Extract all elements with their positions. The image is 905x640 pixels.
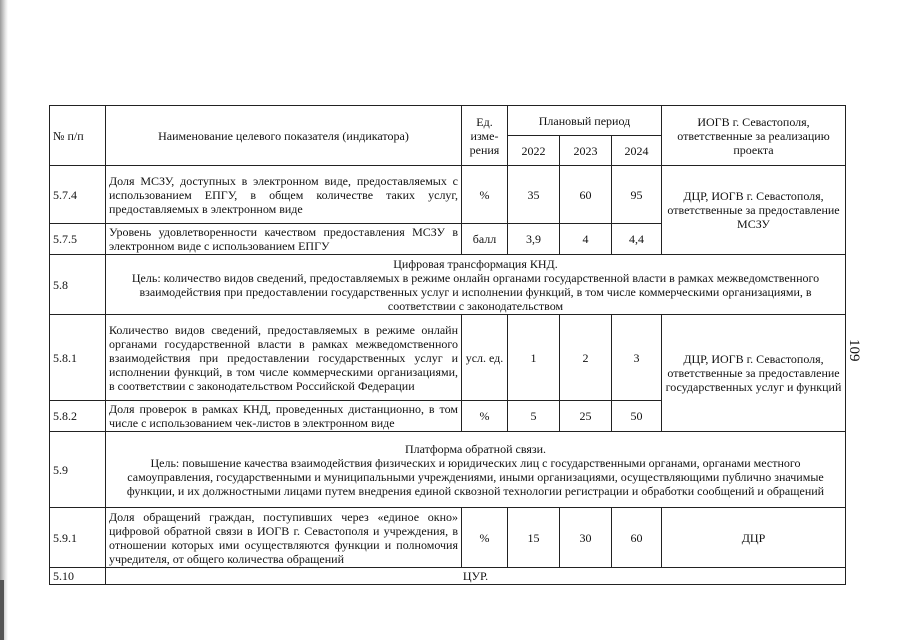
value-2023: 25 <box>560 401 612 432</box>
indicators-table <box>49 105 846 585</box>
section-title: Платформа обратной связи. <box>404 441 547 456</box>
value-2023: 30 <box>560 508 612 568</box>
header-year-2022: 2022 <box>508 136 560 166</box>
section-row <box>50 432 846 508</box>
unit: балл <box>462 224 508 255</box>
indicator-name: Уровень удовлетворенности качеством предоставления МСЗУ в электронном виде с использованием ЕПГУ <box>106 224 462 255</box>
header-row-1 <box>50 106 846 136</box>
row-number: 5.8.2 <box>50 401 106 432</box>
section-cell <box>106 255 846 315</box>
row-number: 5.9 <box>50 432 106 508</box>
section-goal: Цель: повышение качества взаимодействия физических и юридических лиц с государственными органами, органами местного самоуправления, государственными и муниципальными учреждениями, иными организациями, осуществляющими публично значимые функции, и их должностными лицами путем внедрения единой сквозной технологии регистрации и обработки сообщений и обращений <box>126 455 825 498</box>
row-number: 5.10 <box>50 568 106 585</box>
value-2022: 15 <box>508 508 560 568</box>
value-2024: 95 <box>612 166 662 224</box>
section-goal: Цель: количество видов сведений, предоставляемых в режиме онлайн органами государственной власти в рамках межведомственного взаимодействия при предоставлении государственных услуг и исполнении функций, в том числе коммерческими организациями, в соответствии с законодательством <box>131 270 820 313</box>
value-2023: 4 <box>560 224 612 255</box>
section-title: ЦУР. <box>106 568 846 585</box>
unit: % <box>462 508 508 568</box>
indicator-name: Доля МСЗУ, доступных в электронном виде, предоставляемых с использованием ЕПГУ, в общем количестве таких услуг, предоставляемых в электронном виде <box>106 166 462 224</box>
row-number: 5.7.5 <box>50 224 106 255</box>
row-number: 5.8 <box>50 255 106 315</box>
value-2022: 5 <box>508 401 560 432</box>
unit: усл. ед. <box>462 315 508 401</box>
table-row <box>50 315 846 401</box>
value-2022: 3,9 <box>508 224 560 255</box>
indicator-name: Доля проверок в рамках КНД, проведенных дистанционно, в том числе с использованием чек-листов в электронном виде <box>106 401 462 432</box>
header-unit: Ед. изме-рения <box>462 106 508 166</box>
scan-mark <box>0 580 4 640</box>
header-responsible: ИОГВ г. Севастополя, ответственные за реализацию проекта <box>662 106 846 166</box>
header-year-2024: 2024 <box>612 136 662 166</box>
row-number: 5.9.1 <box>50 508 106 568</box>
value-2024: 60 <box>612 508 662 568</box>
value-2022: 35 <box>508 166 560 224</box>
value-2024: 50 <box>612 401 662 432</box>
section-title: Цифровая трансформация КНД. <box>393 256 558 271</box>
value-2022: 1 <box>508 315 560 401</box>
value-2023: 2 <box>560 315 612 401</box>
responsible-dcr: ДЦР <box>662 508 846 568</box>
unit: % <box>462 166 508 224</box>
page-number: 109 <box>846 339 862 362</box>
section-row <box>50 568 846 585</box>
header-year-2023: 2023 <box>560 136 612 166</box>
unit: % <box>462 401 508 432</box>
indicator-name: Доля обращений граждан, поступивших через «единое окно» цифровой обратной связи в ИОГВ г. Севастополя и учреждения, в отношении которых ими осуществляются функции и полномочия учредителя, от общего количества обращений <box>106 508 462 568</box>
header-number: № п/п <box>50 106 106 166</box>
responsible-msz: ДЦР, ИОГВ г. Севастополя, ответственные за предоставление МСЗУ <box>662 166 846 255</box>
header-indicator-name: Наименование целевого показателя (индикатора) <box>106 106 462 166</box>
value-2024: 3 <box>612 315 662 401</box>
table-row <box>50 166 846 224</box>
header-plan-period: Плановый период <box>508 106 662 136</box>
section-cell <box>106 432 846 508</box>
row-number: 5.8.1 <box>50 315 106 401</box>
responsible-services: ДЦР, ИОГВ г. Севастополя, ответственные за предоставление государственных услуг и функций <box>662 315 846 432</box>
table-row <box>50 508 846 568</box>
section-row <box>50 255 846 315</box>
indicator-name: Количество видов сведений, предоставляемых в режиме онлайн органами государственной власти в рамках межведомственного взаимодействия при предоставлении государственных услуг и исполнении функций, в том числе коммерческими организациями, в соответствии с законодательством Российской Федерации <box>106 315 462 401</box>
row-number: 5.7.4 <box>50 166 106 224</box>
scan-page-edge <box>0 0 8 640</box>
value-2023: 60 <box>560 166 612 224</box>
value-2024: 4,4 <box>612 224 662 255</box>
